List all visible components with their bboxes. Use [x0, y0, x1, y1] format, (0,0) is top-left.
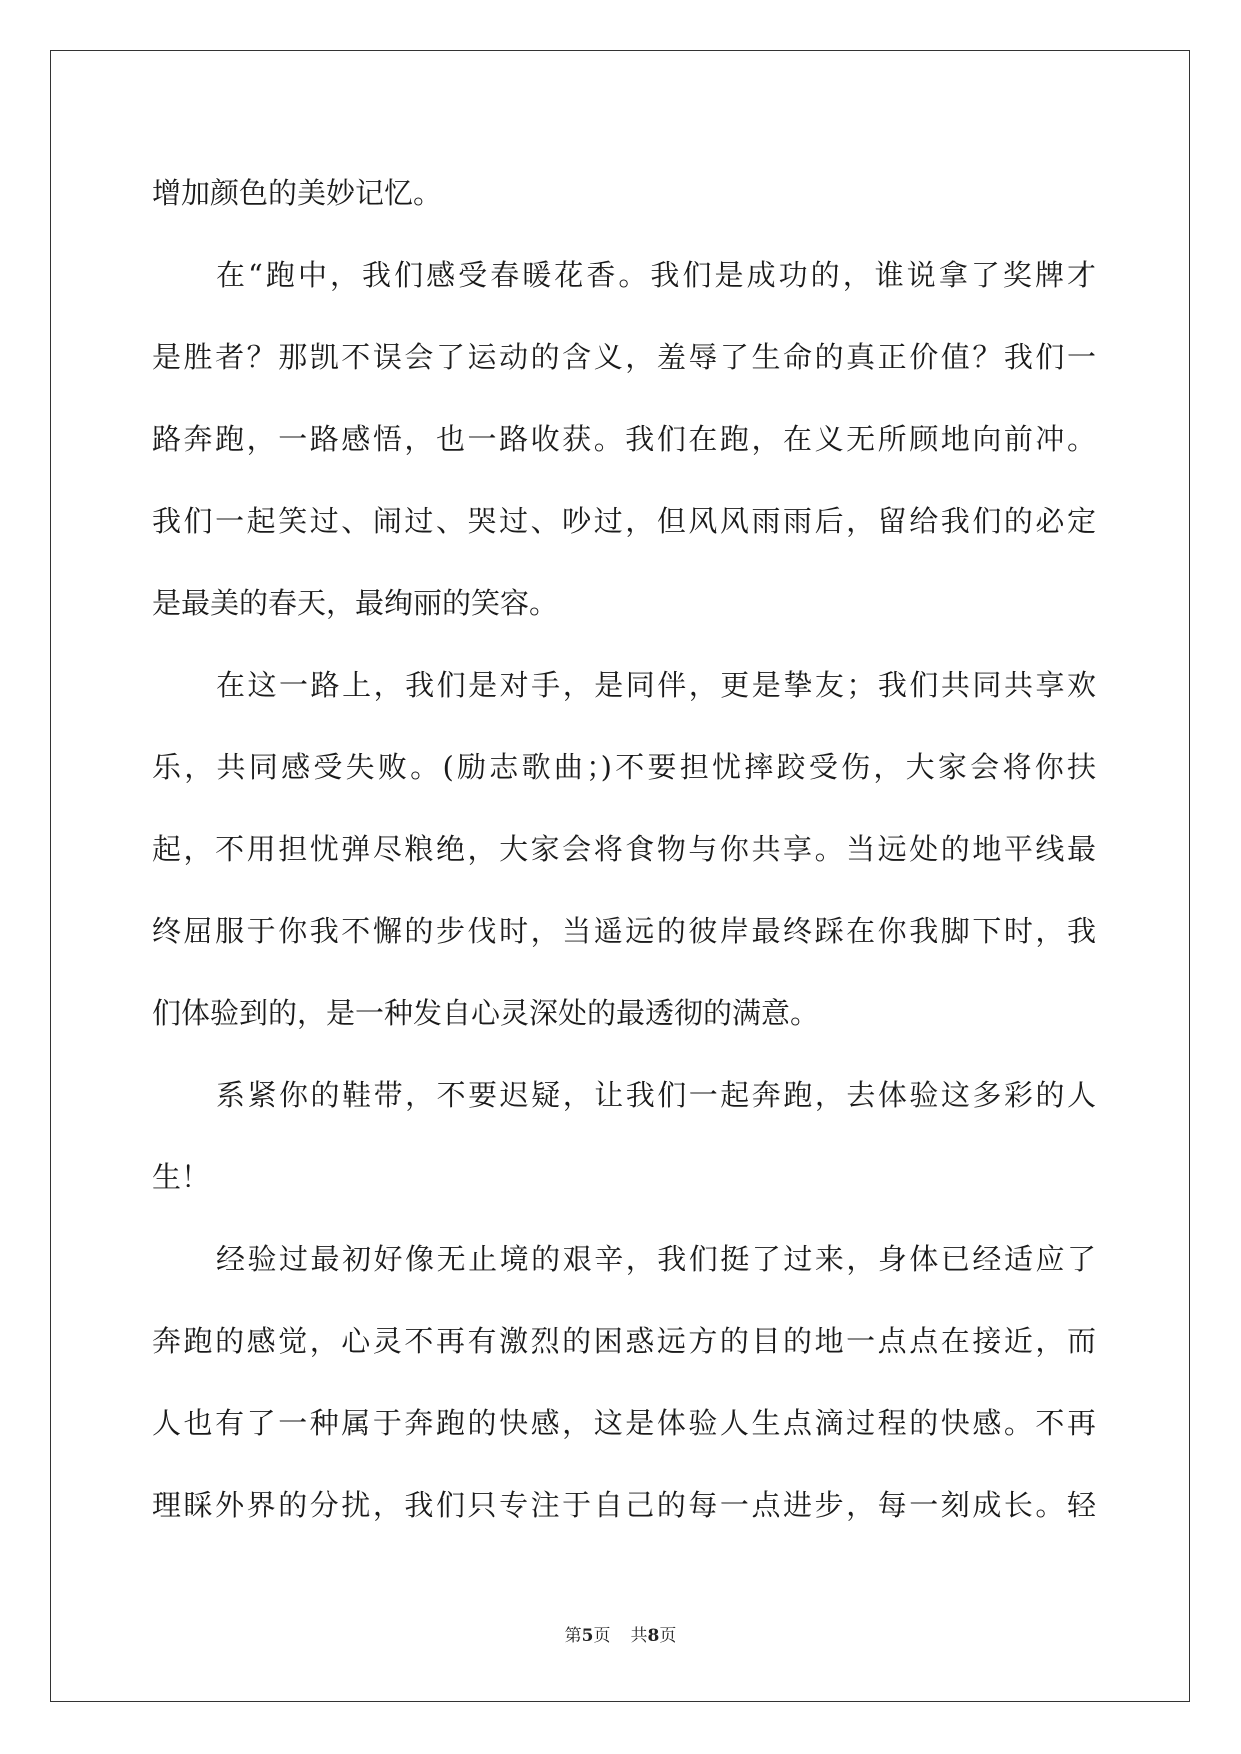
- paragraph-line: 增加颜色的美妙记忆。: [152, 176, 443, 210]
- paragraph-line: 系紧你的鞋带，不要迟疑，让我们一起奔跑，去体验这多彩的人: [216, 1078, 1096, 1112]
- footer-prefix: 第: [564, 1626, 582, 1646]
- paragraph-line: 奔跑的感觉，心灵不再有激烈的困惑远方的目的地一点点在接近，而: [152, 1324, 1096, 1358]
- current-page-number: 5: [581, 1626, 594, 1646]
- footer-page-unit: 页: [593, 1626, 611, 1646]
- page-footer: [0, 1624, 1241, 1648]
- paragraph-line: 是胜者？那凯不误会了运动的含义，羞辱了生命的真正价值？我们一: [152, 340, 1096, 374]
- footer-total-prefix: 共: [630, 1626, 648, 1646]
- paragraph-line: 起，不用担忧弹尽粮绝，大家会将食物与你共享。当远处的地平线最: [152, 832, 1096, 866]
- paragraph-line: 路奔跑，一路感悟，也一路收获。我们在跑，在义无所顾地向前冲。: [152, 422, 1096, 456]
- paragraph-line: 乐，共同感受失败。(励志歌曲；)不要担忧摔跤受伤，大家会将你扶: [152, 750, 1096, 784]
- paragraph-line: 我们一起笑过、闹过、哭过、吵过，但风风雨雨后，留给我们的必定: [152, 504, 1096, 538]
- total-pages-number: 8: [647, 1626, 660, 1646]
- paragraph-line: 是最美的春天，最绚丽的笑容。: [152, 586, 559, 620]
- paragraph-line: 生！: [152, 1160, 211, 1194]
- paragraph-line: 理睬外界的分扰，我们只专注于自己的每一点进步，每一刻成长。轻: [152, 1488, 1096, 1522]
- paragraph-line: 经验过最初好像无止境的艰辛，我们挺了过来，身体已经适应了: [216, 1242, 1096, 1276]
- paragraph-line: 人也有了一种属于奔跑的快感，这是体验人生点滴过程的快感。不再: [152, 1406, 1096, 1440]
- paragraph-line: 终屈服于你我不懈的步伐时，当遥远的彼岸最终踩在你我脚下时，我: [152, 914, 1096, 948]
- document-body: [152, 152, 1096, 1546]
- footer-total-unit: 页: [659, 1626, 677, 1646]
- paragraph-line: 们体验到的，是一种发自心灵深处的最透彻的满意。: [152, 996, 820, 1030]
- paragraph-line: 在“跑中，我们感受春暖花香。我们是成功的，谁说拿了奖牌才: [216, 258, 1096, 292]
- paragraph-line: 在这一路上，我们是对手，是同伴，更是挚友；我们共同共享欢: [216, 668, 1096, 702]
